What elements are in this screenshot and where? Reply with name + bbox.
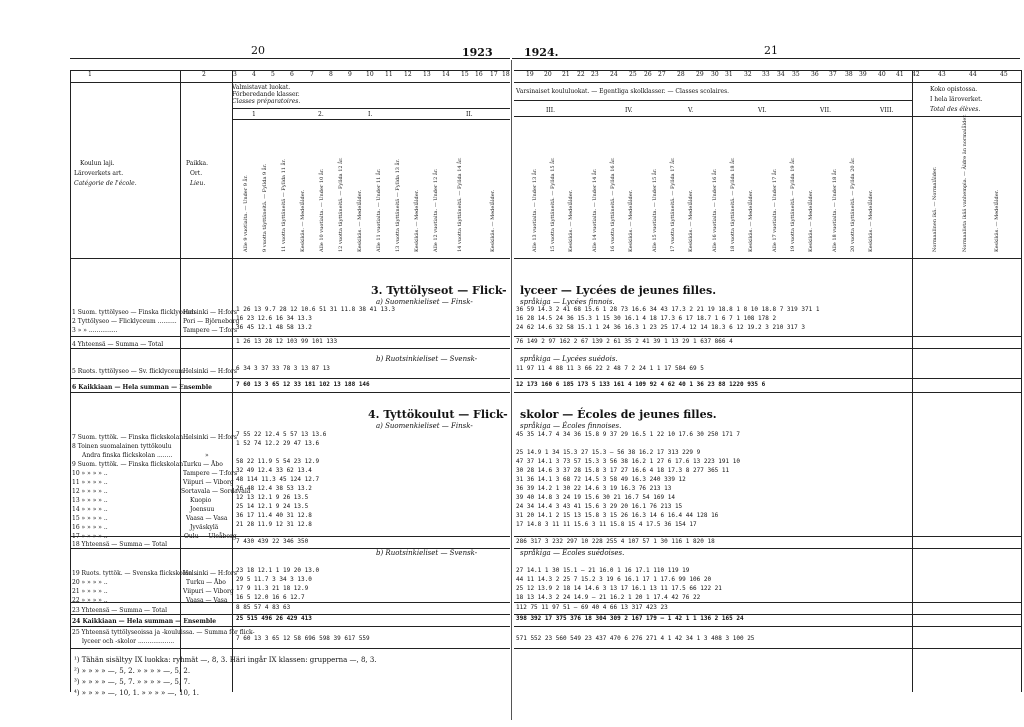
col-label: 13 vuotta täyttäneitä — Fyllda 13 år. [395,159,401,252]
header-rule-left [70,58,510,59]
nums-right-r20: 25 12 13.9 2 18 14 14.6 3 13 17 16.1 13 11 17.5 66 122 21 [516,585,722,592]
row-label: Andra finska flickskolan ........ [82,452,173,459]
place: Viipuri — Viborg [183,588,234,595]
nums-right-r2: 16 28 14.5 24 36 15.3 1 15 30 16.1 4 18 17.3 6 17 18.7 1 6 7 1 108 178 2 [516,315,777,322]
place: Helsinki — H:fors [183,570,237,577]
school-kind-sv: Läroverkets art. [74,170,124,177]
nums-right-r11: 31 36 14.1 3 68 72 14.5 3 58 49 16.3 240 339 12 [516,476,686,483]
row-label: 15 » » » » .. [72,515,108,522]
row-label: 22 » » » » .. [72,597,108,604]
row-label: 13 » » » » .. [72,497,108,504]
nums-right-r19: 44 11 14.3 2 25 7 15.2 3 19 6 16.1 17 1 17.6 99 106 20 [516,576,712,583]
col-label: Keskikäs. — Medelålder. [414,189,420,252]
class-V: V. [688,107,694,114]
section-3-title-right: lyceer — Lycées de jeunes filles. [520,284,717,297]
right-page-number: 21 [764,44,778,57]
nums-left-r23: 25 515 496 26 429 413 [236,615,312,622]
row-label: 2 Tyttölyseo — Flicklyceum .......... [72,318,177,325]
nums-right-r17: 286 317 3 232 297 10 228 255 4 107 57 1 30 116 1 820 18 [516,538,715,545]
place: Viipuri — Viborg [183,479,234,486]
col-label: Alle 12 vuotiaita. — Under 12 år. [433,168,439,252]
col-label: Keskikäs. — Medelålder. [300,189,306,252]
footnote-4: ⁴) » » » » —, 10, 1. » » » » —, 10, 1. [74,689,200,697]
section-4-title-right: skolor — Écoles de jeunes filles. [520,408,717,421]
place: Vaasa — Vasa [186,515,228,522]
row-label: 18 Yhteensä — Summa — Total [72,541,168,548]
nums-left-r7: 7 55 22 12.4 5 57 13 13.6 [236,431,327,438]
col-label: 18 vuotta täyttäneitä. — Fyllda 18 år. [730,157,736,252]
nums-right-r3: 24 62 14.6 32 58 15.1 1 24 36 16.3 1 23 25 17.4 12 14 18.3 6 12 19.2 3 210 317 3 [516,324,805,331]
col-label: Keskikäs. — Medelålder. [868,189,874,252]
section-3a-right: språkiga — Lycées finnois. [520,298,615,306]
nums-right-r18: 27 14.1 1 30 15.1 — 21 16.0 1 16 17.1 110 119 19 [516,567,690,574]
nums-left-r19: 29 5 11.7 3 34 3 13.0 [236,576,312,583]
year-right: 1924. [524,46,559,59]
place: Helsinki — H:fors [183,434,237,441]
nums-left-r15: 36 17 11.4 40 31 12.8 [236,512,312,519]
place: Turku — Åbo [183,461,223,468]
row-label: 3 » » ............... [72,327,118,334]
section-3-title-left: 3. Tyttölyseot — Flick- [371,284,507,297]
place: Tampere — T:fors [183,327,238,334]
year-left: 1923 [462,46,493,59]
class-VII: VII. [820,107,831,114]
nums-right-r8: 25 14.9 1 34 15.3 27 15.3 — 56 38 16.2 17 313 229 9 [516,449,701,456]
page-gutter [511,60,512,720]
class-2: 2. [318,111,324,118]
place: Helsinki — H:fors [183,309,237,316]
class-IV: IV. [625,107,633,114]
row-label: 21 » » » » .. [72,588,108,595]
nums-right-r12: 36 39 14.2 1 30 22 14.6 3 19 16.3 76 213 13 [516,485,672,492]
row-label: 1 Suom. tyttölyseo — Finska flicklyceum [72,309,196,316]
col-label: Keskikäs. — Medelålder. [568,189,574,252]
nums-left-r9: 58 22 11.9 5 54 23 12.9 [236,458,320,465]
place: Oulu — Uleåborg [184,533,237,540]
nums-right-r10: 30 28 14.6 3 37 28 15.8 3 17 27 16.6 4 18 17.3 8 277 365 11 [516,467,730,474]
column-numbers-left: 1 2 3 4 5 6 7 8 9 10 11 12 13 14 15 16 17 18 [88,71,510,78]
section-3b-left: b) Ruotsinkieliset — Svensk- [376,355,478,363]
class-I: I. [368,111,373,118]
section-4a-left: a) Suomenkieliset — Finsk- [376,422,473,430]
header-rule-right [512,58,1020,59]
class-VI: VI. [758,107,767,114]
nums-right-r9: 47 37 14.1 3 73 57 15.3 3 56 38 16.2 1 27 6 17.6 13 223 191 10 [516,458,740,465]
col-label: 19 vuotta täyttäneitä. — Fyllda 19 år. [790,157,796,252]
place-sv: Ort. [190,170,203,177]
row-label: 10 » » » » .. [72,470,108,477]
nums-left-r11: 48 114 11.3 45 124 12.7 [236,476,320,483]
col-label: Keskikäs. — Medelålder. [688,189,694,252]
prep-classes-sv: Förberedande klasser. [232,91,300,98]
class-III: III. [546,107,556,114]
section-4b-left: b) Ruotsinkieliset — Svensk- [376,549,478,557]
footnote-2: ²) » » » » —, 5, 2. » » » » —, 5, 2. [74,667,191,675]
total-fi: Koko opistossa. [930,86,978,93]
nums-left-r16: 21 28 11.9 12 31 12.8 [236,521,312,528]
row-label: 6 Kaikkiaan — Hela summan — Ensemble [72,384,212,391]
place: » [205,452,209,459]
row-label: 11 » » » » .. [72,479,108,486]
col-label: Keskikäs. — Medelålder. [994,189,1000,252]
nums-left-r18: 23 18 12.1 1 19 20 13.0 [236,567,320,574]
place: Kuopio [190,497,212,504]
nums-right-r5: 11 97 11 4 88 11 3 66 22 2 48 7 2 24 1 1 17 584 69 5 [516,365,704,372]
nums-left-r3: 36 45 12.1 48 58 13.2 [236,324,312,331]
col-label: Keskikäs. — Medelålder. [490,189,496,252]
row-label: 23 Yhteensä — Summa — Total [72,607,168,614]
row-label: 9 Suom. tyttök. — Finska flickskolan .. [72,461,189,468]
col-label: Keskikäs. — Medelålder. [748,189,754,252]
col-label: Keskikäs. — Medelålder. [357,189,363,252]
prep-classes-fi: Valmistavat luokat. [232,84,291,91]
place: Joensuu [190,506,215,513]
section-4b-right: språkiga — Écoles suédoises. [520,549,625,557]
place: Turku — Åbo [186,579,226,586]
col-label: Alle 13 vuotiaita. — Under 13 år. [532,168,538,252]
school-kind-fr: Catégorie de l'école. [74,180,137,187]
row-label: 7 Suom. tyttök. — Finska flickskolan .. [72,434,189,441]
place-fr: Lieu. [190,180,206,187]
nums-right-r23: 398 392 17 375 376 18 304 309 2 167 179 — 1 42 1 1 136 2 165 24 [516,615,744,622]
column-numbers-right: 19 20 21 22 23 24 25 26 27 28 29 30 31 32 33 34 35 36 37 38 39 40 41 42 43 44 45 [526,71,1008,78]
col-label: Alle 17 vuotiaita. — Under 17 år. [772,168,778,252]
col-label: Alle 10 vuotiaita. — Under 10 år. [319,168,325,252]
place: Vaasa — Vasa [186,597,228,604]
total-fr: Total des élèves. [930,106,981,113]
place: Jyväskylä [190,524,219,531]
place-fi: Paikka. [186,160,209,167]
nums-right-r21: 18 13 14.3 2 24 14.9 — 21 16.2 1 20 1 17.4 42 76 22 [516,594,701,601]
col-label: Alle 16 vuotiaita. — Under 16 år. [712,168,718,252]
section-3b-right: språkiga — Lycées suédois. [520,355,618,363]
row-label: 14 » » » » .. [72,506,108,513]
nums-right-r6: 12 173 160 6 185 173 5 133 161 4 109 92 4 62 40 1 36 23 88 1220 935 6 [516,381,766,388]
row-label: 25 Yhteensä tyttölyseoissa ja -kouluissa. — Summa för flick- [72,629,255,636]
nums-left-r8: 1 52 74 12.2 29 47 13.6 [236,440,320,447]
class-VIII: VIII. [880,107,894,114]
regular-classes: Varsinaiset koululuokat. — Egentliga skolklasser. — Classes scolaires. [516,88,730,95]
row-label: 24 Kaikkiaan — Hela summan — Ensemble [72,618,217,625]
nums-left-r4: 1 26 13 28 12 103 99 101 133 [236,338,338,345]
col-label: 9 vuotta täyttäneitä. — Fyllda 9 år. [262,163,268,252]
footnote-3: ³) » » » » —, 5, 7. » » » » —, 5, 7. [74,678,191,686]
nums-left-r12: 26 48 12.4 38 53 13.2 [236,485,312,492]
col-label: 11 vuotta täyttäneitä — Fyllda 11 år. [281,159,287,252]
footnote-1: ¹) Tähän sisältyy IX luokka: ryhmät —, 8, 3. Häri ingår IX klassen: grupperna —, 8, 3. [74,656,377,664]
col-label: 16 vuotta täyttäneitä. — Fyllda 16 år. [610,157,616,252]
nums-right-r14: 24 34 14.4 3 43 41 15.6 3 29 20 16.1 76 213 15 [516,503,683,510]
nums-left-r20: 17 9 11.3 21 18 12.9 [236,585,309,592]
col-label: Keskikäs. — Medelålder. [808,189,814,252]
col-label: Alle 15 vuotiaita. — Under 15 år. [652,168,658,252]
class-II: II. [466,111,473,118]
nums-left-r22: 8 85 57 4 83 63 [236,604,291,611]
nums-right-r13: 39 40 14.8 3 24 19 15.6 30 21 16.7 54 169 14 [516,494,675,501]
place: Helsinki — H:fors [183,368,237,375]
col-label: Alle 11 vuotiaita. — Under 11 år. [376,168,382,252]
col-label: Alle 9 vuotiaita. — Under 9 år. [243,175,249,252]
col-label: Normaalinen ikä. — Normalålder. [932,166,938,252]
nums-left-r2: 16 23 12.6 16 34 13.3 [236,315,312,322]
place: Sortavala — Sordavala [181,488,251,495]
col-label: Keskikäs. — Medelålder. [628,189,634,252]
total-sv: I hela läroverket. [930,96,983,103]
left-page-number: 20 [251,44,265,57]
class-1: 1 [252,111,256,118]
row-label: 17 » » » » .. [72,533,108,540]
nums-right-r24: 571 552 23 560 549 23 437 470 6 276 271 4 1 42 34 1 3 408 3 100 25 [516,635,755,642]
nums-right-r15: 31 20 14.1 2 15 13 15.8 3 15 26 16.3 14 6 16.4 44 128 16 [516,512,719,519]
nums-right-r22: 112 75 11 97 51 — 69 40 4 66 13 317 423 23 [516,604,668,611]
nums-right-r4: 76 149 2 97 162 2 67 139 2 61 35 2 41 39 1 13 29 1 637 866 4 [516,338,733,345]
row-label: 12 » » » » .. [72,488,108,495]
col-label: 15 vuotta täyttäneitä. — Fyllda 15 år. [550,157,556,252]
place: Pori — Björneborg [183,318,240,325]
nums-left-r13: 12 13 12.1 9 26 13.5 [236,494,309,501]
col-label: Alle 14 vuotiaita. — Under 14 år. [592,168,598,252]
nums-left-r6: 7 60 13 3 65 12 33 181 102 13 188 146 [236,381,370,388]
place: Tampere — T:fors [183,470,238,477]
nums-left-r1: 1 26 13 9.7 28 12 10.6 51 31 11.8 38 41 13.3 [236,306,395,313]
row-label: 8 Toinen suomalainen tyttökoulu [72,443,172,450]
col-label: Normaalista ikää vanhempia. — Äldre än normalålder. [962,114,968,252]
nums-left-r14: 25 14 12.1 9 24 13.5 [236,503,309,510]
nums-left-r17: 7 430 439 22 346 350 [236,538,309,545]
section-4a-right: språkiga — Écoles finnoises. [520,422,622,430]
col-label: 12 vuotta täyttäneitä. — Fyllda 12 år. [338,157,344,252]
row-label: 5 Ruots. tyttölyseo — Sv. flicklyceum . [72,368,188,375]
section-3a-left: a) Suomenkieliset — Finsk- [376,298,473,306]
col-label: 14 vuotta täyttäneitä. — Fyllda 14 år. [457,157,463,252]
section-4-title-left: 4. Tyttökoulut — Flick- [368,408,508,421]
nums-right-r16: 17 14.8 3 11 11 15.6 3 11 15.8 15 4 17.5 36 154 17 [516,521,697,528]
school-kind-fi: Koulun laji. [80,160,115,167]
nums-right-r7: 45 35 14.7 4 34 36 15.8 9 37 29 16.5 1 22 10 17.6 30 250 171 7 [516,431,740,438]
nums-left-r10: 32 49 12.4 33 62 13.4 [236,467,312,474]
row-label: 19 Ruots. tyttök. — Svenska flickskolan .. [72,570,198,577]
row-label: lyceer och -skolor ................... [82,638,175,645]
row-label: 20 » » » » .. [72,579,108,586]
nums-left-r24: 7 60 13 3 65 12 58 696 598 39 617 559 [236,635,370,642]
nums-right-r1: 36 59 14.3 2 41 68 15.6 1 28 73 16.6 34 43 17.3 2 21 19 18.8 1 8 10 18.8 7 319 371 1 [516,306,820,313]
nums-left-r5: 6 34 3 37 33 78 3 13 87 13 [236,365,330,372]
row-label: 16 » » » » .. [72,524,108,531]
prep-classes-fr: Classes préparatoires. [232,98,301,105]
col-label: 17 vuotta täyttäneitä. — Fyllda 17 år. [670,157,676,252]
col-label: Alle 18 vuotiaita. — Under 18 år. [832,168,838,252]
col-label: 20 vuotta täyttäneitä. — Fyllda 20 år. [850,157,856,252]
nums-left-r21: 16 5 12.0 16 6 12.7 [236,594,305,601]
row-label: 4 Yhteensä — Summa — Total [72,341,164,348]
